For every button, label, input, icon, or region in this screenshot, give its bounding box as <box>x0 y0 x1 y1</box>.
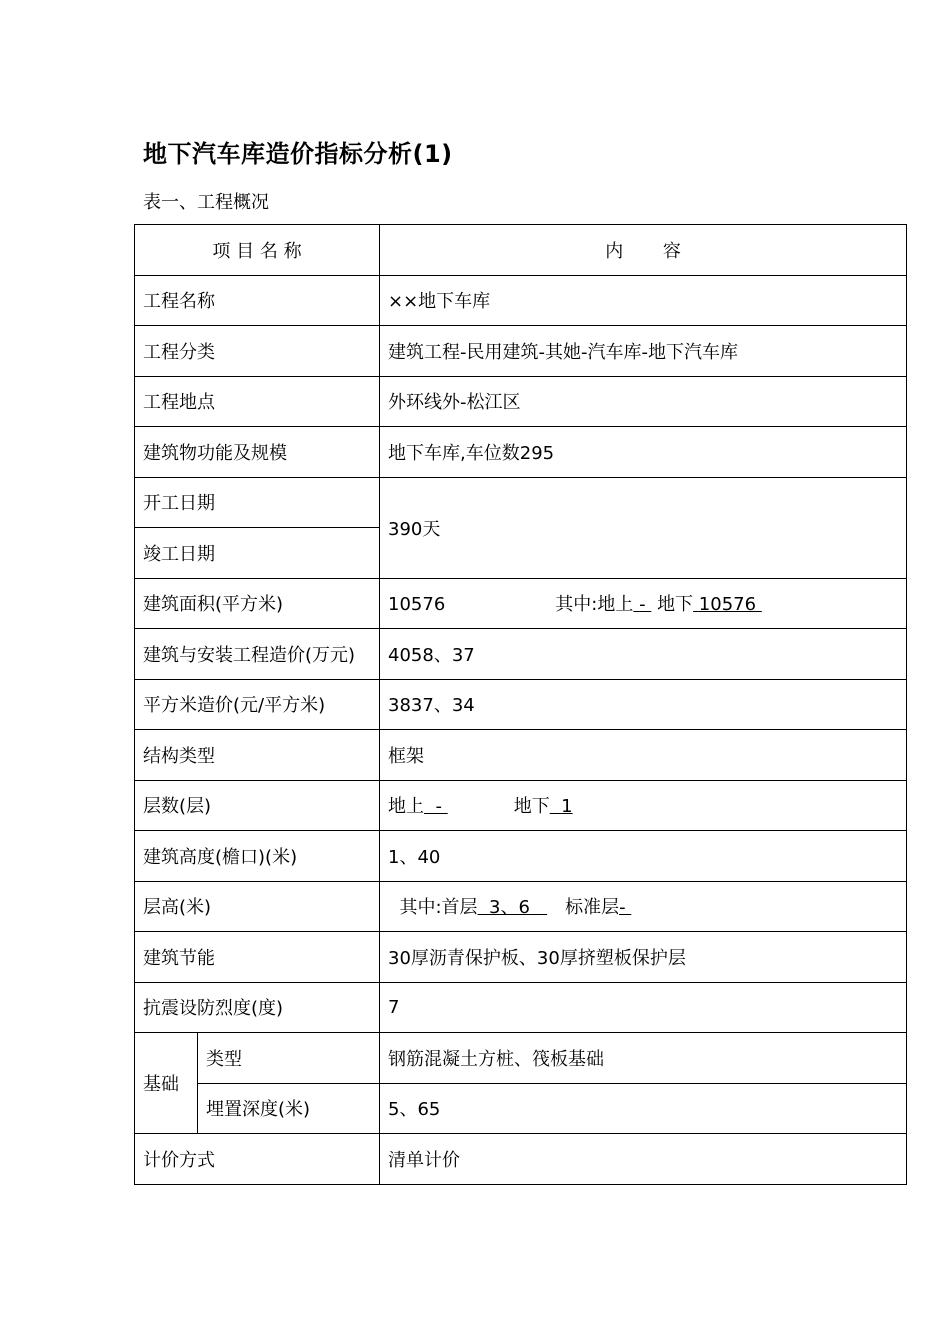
project-overview-table <box>134 224 907 1185</box>
row-label: 结构类型 <box>135 730 380 781</box>
row-label: 层高(米) <box>135 881 380 932</box>
table-row <box>135 932 907 983</box>
table-row <box>135 376 907 427</box>
row-label: 平方米造价(元/平方米) <box>135 679 380 730</box>
row-sublabel: 类型 <box>198 1033 380 1084</box>
table-header-row <box>135 225 907 276</box>
table-row <box>135 982 907 1033</box>
row-label: 建筑节能 <box>135 932 380 983</box>
row-sublabel: 埋置深度(米) <box>198 1083 380 1134</box>
row-label: 开工日期 <box>135 477 380 528</box>
row-value: 4058、37 <box>380 629 907 680</box>
table-row <box>135 780 907 831</box>
table-row <box>135 477 907 528</box>
row-label: 工程地点 <box>135 376 380 427</box>
table-row <box>135 629 907 680</box>
table-row <box>135 578 907 629</box>
row-value: 钢筋混凝土方桩、筏板基础 <box>380 1033 907 1084</box>
row-value: 3837、34 <box>380 679 907 730</box>
row-label: 计价方式 <box>135 1134 380 1185</box>
table-row <box>135 427 907 478</box>
row-value: 7 <box>380 982 907 1033</box>
row-label: 工程名称 <box>135 275 380 326</box>
row-value: 1、40 <box>380 831 907 882</box>
page-title: 地下汽车库造价指标分析(1) <box>143 140 453 168</box>
row-value: 地下车库,车位数295 <box>380 427 907 478</box>
header-item-name: 项 目 名 称 <box>135 225 380 276</box>
row-label: 建筑物功能及规模 <box>135 427 380 478</box>
row-value: 30厚沥青保护板、30厚挤塑板保护层 <box>380 932 907 983</box>
row-label: 建筑高度(檐口)(米) <box>135 831 380 882</box>
header-content: 内 容 <box>380 225 907 276</box>
row-label: 建筑面积(平方米) <box>135 578 380 629</box>
row-value: 其中:首层 3、6 标准层- <box>380 881 907 932</box>
row-value: 建筑工程-民用建筑-其她-汽车库-地下汽车库 <box>380 326 907 377</box>
row-label: 工程分类 <box>135 326 380 377</box>
table-row <box>135 679 907 730</box>
table-row <box>135 1134 907 1185</box>
row-value: 外环线外-松江区 <box>380 376 907 427</box>
row-label: 抗震设防烈度(度) <box>135 982 380 1033</box>
table-caption: 表一、工程概况 <box>143 192 269 213</box>
table-row <box>135 326 907 377</box>
table-row <box>135 730 907 781</box>
row-value: 框架 <box>380 730 907 781</box>
row-value: 10576 其中:地上 - 地下 10576 <box>380 578 907 629</box>
duration-value: 390天 <box>380 477 907 578</box>
row-value: 地上 - 地下 1 <box>380 780 907 831</box>
row-value: 清单计价 <box>380 1134 907 1185</box>
table-row <box>135 881 907 932</box>
table-row <box>135 1083 907 1134</box>
foundation-label: 基础 <box>135 1033 198 1134</box>
table-row <box>135 275 907 326</box>
row-value: ××地下车库 <box>380 275 907 326</box>
row-value: 5、65 <box>380 1083 907 1134</box>
table-row <box>135 1033 907 1084</box>
row-label: 竣工日期 <box>135 528 380 579</box>
row-label: 层数(层) <box>135 780 380 831</box>
row-label: 建筑与安装工程造价(万元) <box>135 629 380 680</box>
table-row <box>135 831 907 882</box>
